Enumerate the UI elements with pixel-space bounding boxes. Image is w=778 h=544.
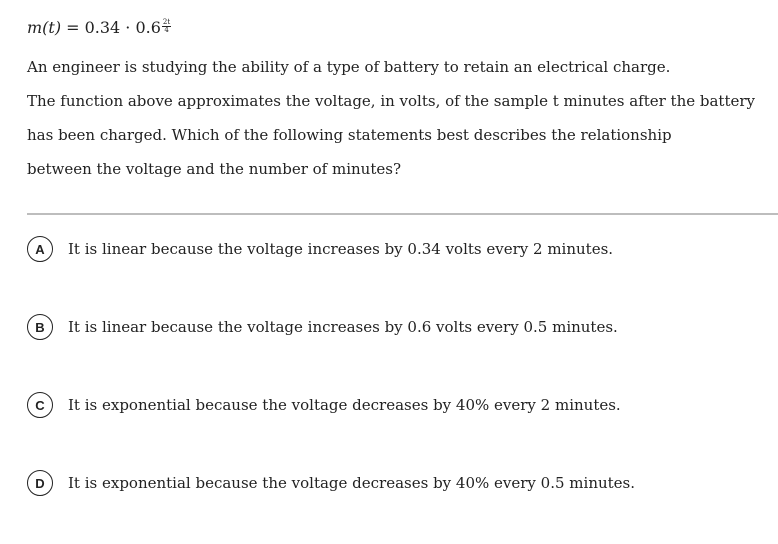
- question-line-4: between the voltage and the number of minutes?: [27, 160, 401, 178]
- formula-exponent: [162, 19, 171, 34]
- choice-c-text: It is exponential because the voltage decreases by 40% every 2 minutes.: [68, 396, 621, 414]
- exponent-denominator: 4: [164, 26, 169, 34]
- divider: [27, 213, 778, 215]
- choice-d-letter-badge: D: [27, 470, 53, 496]
- question-line-1: An engineer is studying the ability of a type of battery to retain an electrical charge.: [27, 58, 671, 76]
- choice-b-letter-badge: B: [27, 314, 53, 340]
- choice-a-text: It is linear because the voltage increases by 0.34 volts every 2 minutes.: [68, 240, 614, 258]
- exponent-numerator: 2t: [162, 18, 171, 26]
- question-line-2: The function above approximates the voltage, in volts, of the sample t minutes after the battery: [27, 92, 756, 110]
- choice-d[interactable]: [27, 468, 727, 498]
- choice-a-letter-badge: A: [27, 236, 53, 262]
- choice-c[interactable]: [27, 390, 727, 420]
- choice-d-text: It is exponential because the voltage decreases by 40% every 0.5 minutes.: [68, 474, 636, 492]
- question-line-3: has been charged. Which of the following statements best describes the relationship: [27, 126, 672, 144]
- formula-rhs: = 0.34 · 0.6: [66, 18, 161, 37]
- function-formula: [27, 18, 171, 43]
- choice-b-text: It is linear because the voltage increases by 0.6 volts every 0.5 minutes.: [68, 318, 618, 336]
- choice-a[interactable]: [27, 234, 727, 264]
- formula-lhs: m(t): [27, 18, 62, 37]
- choice-b[interactable]: [27, 312, 727, 342]
- choice-c-letter-badge: C: [27, 392, 53, 418]
